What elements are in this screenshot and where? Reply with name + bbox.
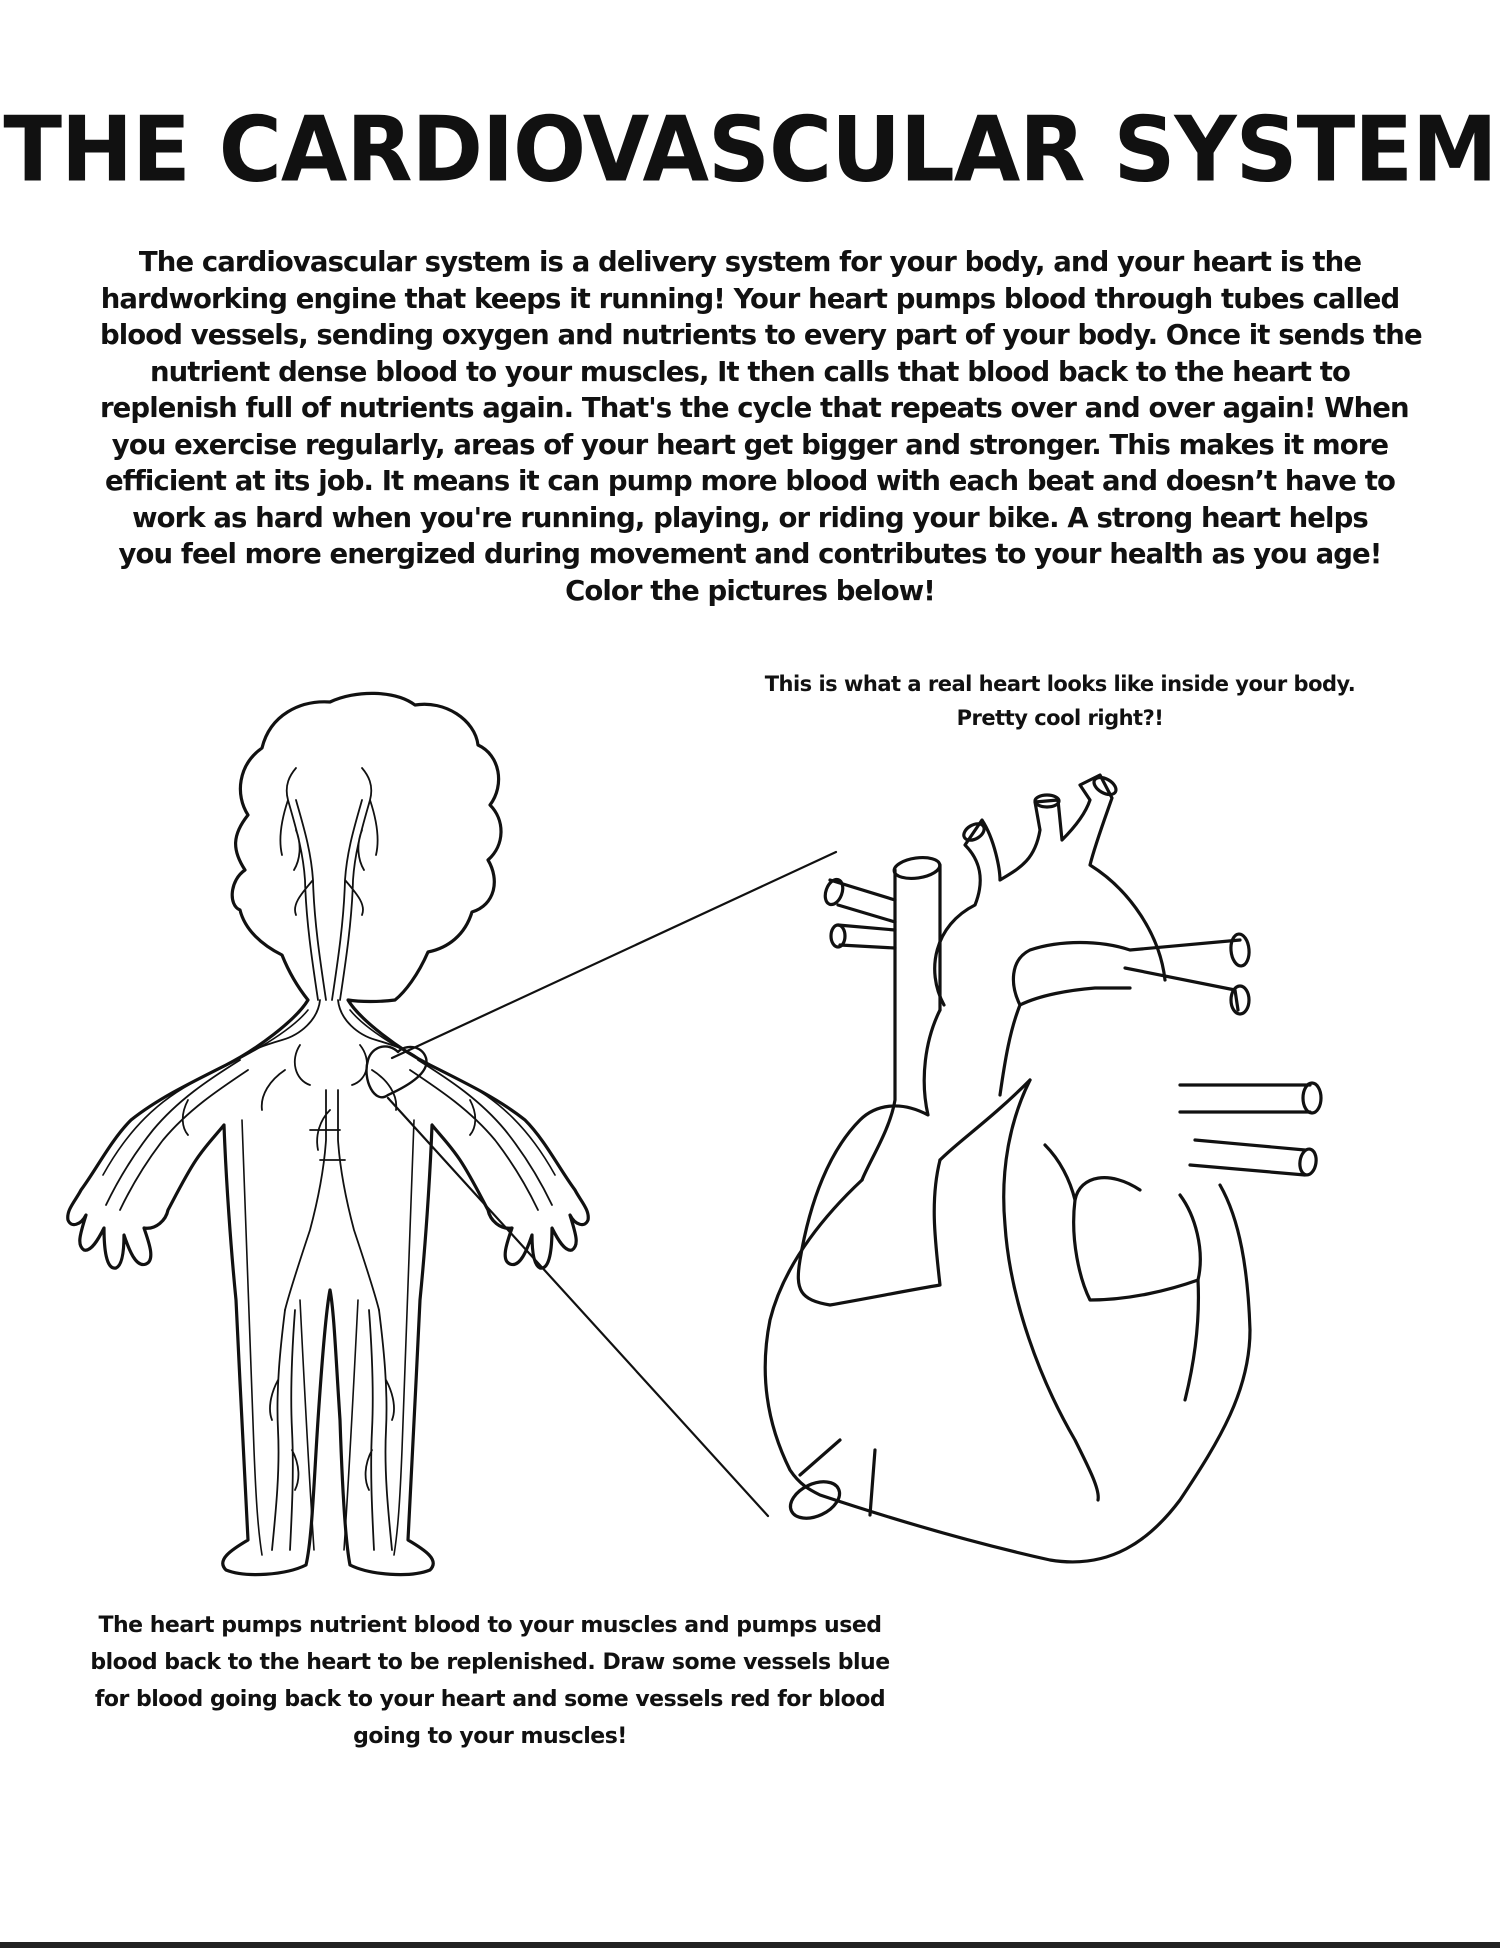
intro-line: hardworking engine that keeps it running! Your heart pumps blood through tubes called (100, 282, 1400, 315)
ivc-cap (785, 1475, 846, 1526)
intro-line: Color the pictures below! (565, 574, 935, 607)
branch-cap (822, 877, 846, 907)
right-atrium (798, 1010, 940, 1305)
body-outline (68, 693, 589, 1574)
vein-cap (1303, 1083, 1321, 1113)
intro-line: replenish full of nutrients again. That's the cycle that repeats over and over again! When (100, 392, 1409, 424)
branch-cap (1231, 986, 1249, 1014)
intro-line: The cardiovascular system is a delivery system for your body, and your heart is the (138, 246, 1362, 278)
page-title: THE CARDIOVASCULAR SYSTEM (3, 97, 1497, 203)
page-bottom-edge (0, 1942, 1500, 1948)
body-illustration (68, 693, 589, 1574)
intro-line: you feel more energized during movement and contributes to your health as you age! (118, 538, 1382, 570)
heart-caption-line: This is what a real heart looks like inside your body. (764, 672, 1356, 696)
branch-cap (1230, 933, 1251, 966)
heart-illustration (765, 774, 1321, 1562)
connector-line (388, 1098, 768, 1516)
intro-line: nutrient dense blood to your muscles, It then calls that blood back to the heart to (149, 355, 1351, 388)
branch-cap (831, 925, 845, 947)
body-caption (90, 1607, 890, 1755)
pulmonary-branches-left (830, 880, 895, 948)
intro-line: work as hard when you're running, playing, or riding your bike. A strong heart helps (132, 501, 1368, 534)
vena-cava-cap (893, 855, 941, 881)
body-caption-line: going to your muscles! (353, 1724, 627, 1749)
head-vessels (280, 768, 377, 1000)
body-caption-line: The heart pumps nutrient blood to your muscles and pumps used (98, 1613, 882, 1638)
intro-line: efficient at its job. It means it can pump more blood with each beat and doesn’t have to (105, 465, 1395, 497)
pulmonary-veins-right (1180, 1085, 1310, 1175)
connector-line (392, 852, 836, 1058)
intro-line: blood vessels, sending oxygen and nutrients to every part of your body. Once it sends the (100, 319, 1422, 351)
superior-vena-cava (862, 865, 940, 1180)
intro-line: you exercise regularly, areas of your heart get bigger and stronger. This makes it more (111, 428, 1389, 461)
arm-vessels (106, 1060, 552, 1210)
body-caption-line: blood back to the heart to be replenished. Draw some vessels blue (90, 1650, 890, 1675)
pulmonary-trunk (1000, 940, 1240, 1095)
heart-caption-line: Pretty cool right?! (956, 706, 1164, 730)
body-caption-line: for blood going back to your heart and some vessels red for blood (94, 1687, 886, 1712)
body-inner-outline (103, 1010, 555, 1555)
vein-cap (1298, 1148, 1317, 1176)
coronary-groove (940, 1080, 1075, 1200)
left-ventricle-line (1185, 1280, 1198, 1400)
left-atrium (1074, 1178, 1201, 1300)
leg-vessels (270, 1310, 394, 1550)
